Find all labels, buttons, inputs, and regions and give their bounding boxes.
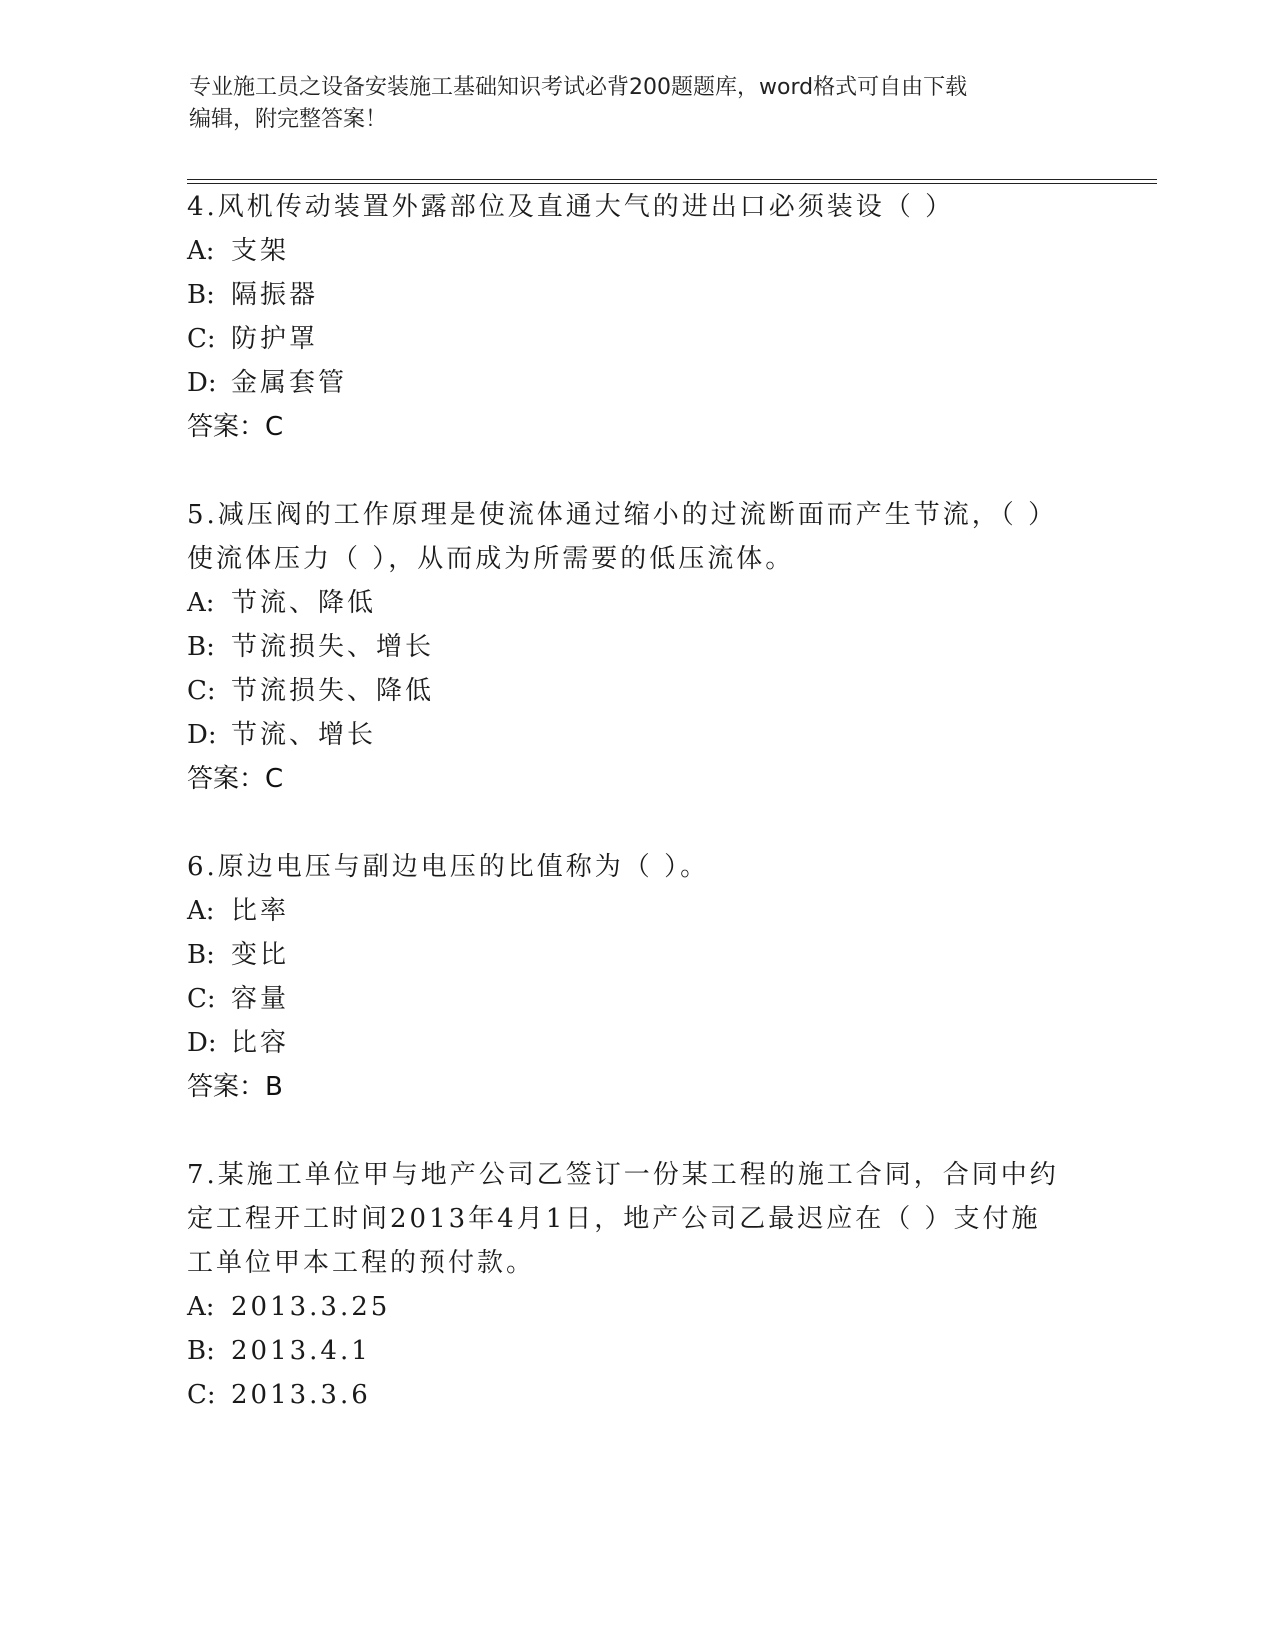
option-a [187,580,376,626]
option-text: 变比 [231,940,290,970]
question-text: 5.减压阀的工作原理是使流体通过缩小的过流断面而产生节流，（ ） [187,500,1058,530]
option-a [187,228,289,274]
option-key: C: [187,984,216,1014]
option-text: 容量 [231,984,290,1014]
option-text: 2013.4.1 [231,1336,371,1366]
option-key: D: [187,720,217,750]
option-text: 支架 [231,236,290,266]
header-line-2: 编辑，附完整答案！ [189,107,388,132]
option-text: 节流、增长 [231,720,377,750]
option-a [187,888,289,934]
answer-line: 答案：C [187,764,284,794]
option-key: A: [187,896,215,926]
option-text: 比容 [231,1028,290,1058]
option-text: 防护罩 [231,324,319,354]
option-text: 金属套管 [231,368,348,398]
header-line-1: 专业施工员之设备安装施工基础知识考试必背200题题库，word格式可自由下载 [189,75,968,100]
option-b [187,932,289,978]
option-text: 隔振器 [231,280,319,310]
option-d [187,712,376,758]
option-c [187,1372,371,1418]
option-b [187,1328,371,1374]
option-key: C: [187,1380,216,1410]
header-divider-top [187,179,1157,180]
option-c [187,976,289,1022]
option-text: 节流、降低 [231,588,377,618]
document-header [189,72,1089,136]
option-d [187,360,347,406]
option-key: B: [187,632,215,662]
option-key: B: [187,280,215,310]
option-a [187,1284,390,1330]
option-c [187,316,318,362]
option-key: D: [187,1028,217,1058]
option-b [187,272,318,318]
question-text: 工单位甲本工程的预付款。 [187,1248,536,1278]
option-key: D: [187,368,217,398]
option-text: 比率 [231,896,290,926]
option-key: B: [187,940,215,970]
option-text: 2013.3.25 [231,1292,391,1322]
question-text: 使流体压力（ ），从而成为所需要的低压流体。 [187,544,795,574]
option-text: 节流损失、降低 [231,676,435,706]
option-key: A: [187,588,215,618]
answer-line: 答案：B [187,1072,283,1102]
option-key: A: [187,236,215,266]
question-text: 4.风机传动装置外露部位及直通大气的进出口必须装设（ ） [187,192,955,222]
question-text: 6.原边电压与副边电压的比值称为（ ）。 [187,852,710,882]
option-d [187,1020,289,1066]
question-text: 定工程开工时间2013年4月1日，地产公司乙最迟应在（ ）支付施 [187,1204,1041,1234]
option-key: A: [187,1292,215,1322]
option-c [187,668,434,714]
option-b [187,624,434,670]
question-text: 7.某施工单位甲与地产公司乙签订一份某工程的施工合同，合同中约 [187,1160,1059,1190]
option-text: 2013.3.6 [231,1380,371,1410]
option-text: 节流损失、增长 [231,632,435,662]
answer-line: 答案：C [187,412,284,442]
option-key: C: [187,324,216,354]
option-key: B: [187,1336,215,1366]
option-key: C: [187,676,216,706]
